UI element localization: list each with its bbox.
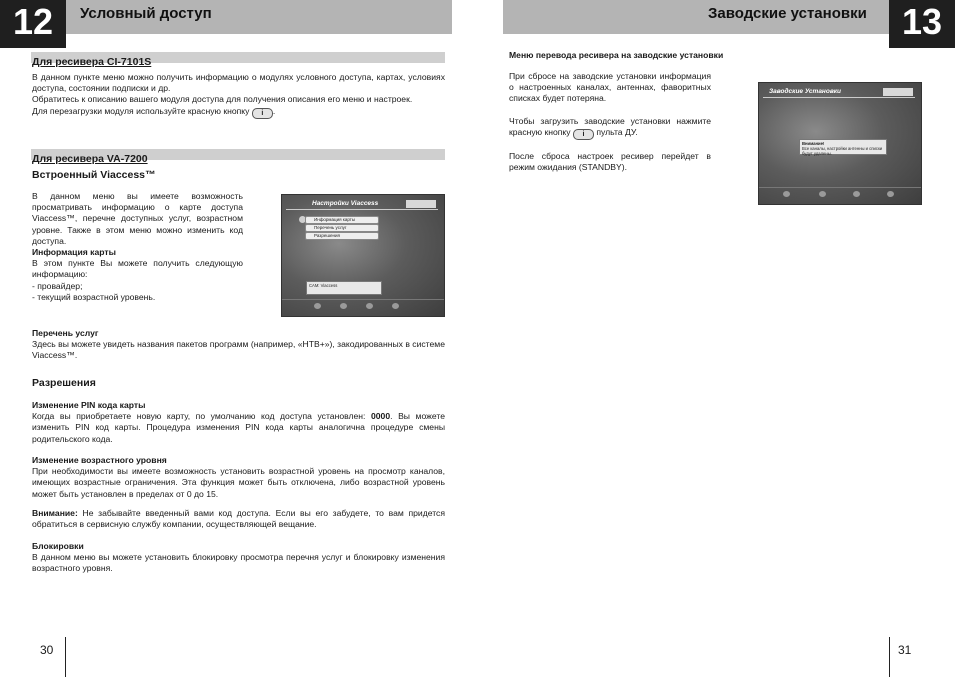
screen-footer: [282, 299, 444, 316]
section-bar-ci7101: [31, 52, 445, 68]
factory-paragraph-2-a: Чтобы загрузить заводские установки нажмите красную кнопку: [509, 115, 711, 137]
screen-footer-button-4-icon: [392, 303, 399, 309]
card-info-item-2: - текущий возрастной уровень.: [32, 291, 156, 302]
card-info-heading: Информация карты: [32, 247, 116, 258]
ci7101-paragraph-2: Обратитесь к описанию вашего модуля доступа для получения описания его меню и настроек.: [32, 94, 413, 105]
section-bar-va7200: [31, 149, 445, 165]
age-heading: Изменение возрастного уровня: [32, 455, 167, 465]
ci7101-paragraph-3: [32, 106, 445, 119]
ci7101-paragraph-1: В данном пункте меню можно получить информацию о модулях условного доступа, картах, условиях доступа, состоянии подписки и др.: [32, 72, 445, 94]
pin-default-code: 0000: [370, 411, 391, 422]
screen-footer-button-3-icon: [366, 303, 373, 309]
screen-footer-button-4-icon-right: [887, 191, 894, 197]
ci7101-paragraph-3-text: Для перезагрузки модуля используйте красную кнопку: [32, 105, 250, 116]
pin-text-a: Когда вы приобретаете новую карту, по умолчанию код доступа установлен:: [32, 411, 366, 422]
chapter-title-left: Условный доступ: [80, 5, 212, 22]
footer-divider-left: [65, 637, 66, 677]
screen-title-viaccess: Настройки Viaccess: [312, 200, 379, 207]
locks-heading: Блокировки: [32, 541, 84, 551]
chapter-number-left: 12: [0, 0, 66, 48]
screen-footer-button-2-icon: [340, 303, 347, 309]
screen-warning-text: Все каналы, настройки антенны и списки будут удалены.: [802, 146, 883, 156]
factory-paragraph-3: После сброса настроек ресивер перейдет в режим ожидания (STANDBY).: [509, 150, 711, 173]
permissions-block: [32, 400, 445, 445]
screen-footer-button-1-icon-right: [783, 191, 790, 197]
warning-block: [32, 508, 445, 530]
services-block: [32, 328, 445, 362]
chapter-number-right: 13: [889, 0, 955, 48]
factory-paragraph-2: [509, 116, 711, 140]
locks-paragraph: В данном меню вы можете установить блокировку просмотра перечня услуг и блокировку изменения возрастного уровня.: [32, 552, 445, 574]
factory-reset-text: [509, 71, 711, 173]
ci7101-paragraph-3-end: .: [272, 105, 276, 116]
screen-menu-item-2: Перечень услуг: [305, 224, 379, 232]
card-info-paragraph: В этом пункте Вы можете получить следующую информацию:: [32, 258, 243, 280]
locks-block: [32, 541, 445, 575]
section-heading-ci7101: Для ресивера CI-7101S: [32, 56, 152, 68]
screen-footer-right: [759, 187, 921, 204]
factory-paragraph-2-b: пульта ДУ.: [596, 126, 638, 137]
factory-settings-screenshot: [758, 82, 922, 205]
page-number-left: 30: [40, 643, 54, 657]
builtin-viaccess-heading: Встроенный Viaccess™: [32, 169, 156, 181]
viaccess-settings-screenshot: [281, 194, 445, 317]
screen-warning-box: [799, 139, 887, 155]
screen-footer-button-2-icon-right: [819, 191, 826, 197]
services-heading: Перечень услуг: [32, 328, 99, 338]
pin-heading: Изменение PIN кода карты: [32, 400, 146, 410]
screen-title-bar: [286, 209, 438, 210]
age-paragraph: При необходимости вы имеете возможность установить возрастной уровень на просмотр каналов, имеющих возрастные ограничения. Эта функция может быть отключена, либо возрастной уровень может быть установлен в пределах от 0 до 15.: [32, 466, 445, 499]
screen-menu-item-1: Информация карты: [305, 216, 379, 224]
card-info-item-1: - провайдер;: [32, 280, 83, 291]
red-button-icon: i: [252, 108, 273, 119]
pin-paragraph: [32, 411, 445, 445]
screen-message-box: CAM: Viaccess: [306, 281, 382, 295]
pin-text-b: . Вы можете изменить PIN код карты. Процедура изменения PIN кода карты аналогична процедуре смены родительского кода.: [32, 411, 445, 444]
warning-paragraph: [32, 508, 445, 530]
builtin-paragraph: В данном меню вы имеете возможность просматривать информацию о карте доступа Viaccess™, перечне доступных услуг, возрастном уровне. Также в этом меню можно изменить код доступа.: [32, 191, 243, 246]
chapter-title-right: Заводские установки: [708, 5, 867, 22]
factory-reset-heading-text: Меню перевода ресивера на заводские установки: [509, 50, 724, 60]
builtin-text: [32, 191, 243, 303]
screen-title-factory: Заводские Установки: [769, 88, 842, 95]
red-button-icon-right: i: [573, 129, 594, 140]
screen-title-bar-right: [763, 97, 915, 98]
factory-reset-heading: [509, 50, 769, 61]
services-paragraph: Здесь вы можете увидеть названия пакетов программ (например, «НТВ+»), закодированных в системе Viaccess™.: [32, 339, 445, 361]
page-number-right: 31: [898, 643, 912, 657]
factory-paragraph-1: При сбросе на заводские установки информация о настроенных каналах, антеннах, фаворитных списках будет потеряна.: [509, 71, 711, 104]
brand-logo-icon-right: [883, 88, 913, 96]
ci7101-text: [32, 72, 445, 119]
warning-text: Не забывайте введенный вами код доступа. Если вы его забудете, то вам придется обратиться в сервисную службу компании, осуществляющей вещание.: [32, 508, 445, 530]
section-heading-va7200: Для ресивера VA-7200: [32, 153, 148, 165]
screen-footer-button-3-icon-right: [853, 191, 860, 197]
permissions-heading: Разрешения: [32, 377, 96, 389]
screen-warning-title: Внимание!: [802, 141, 825, 146]
brand-logo-icon: [406, 200, 436, 208]
footer-divider-right: [889, 637, 890, 677]
age-block: [32, 455, 445, 500]
warning-label: Внимание:: [32, 508, 78, 518]
screen-menu-item-3: Разрешения: [305, 232, 379, 240]
screen-footer-button-1-icon: [314, 303, 321, 309]
